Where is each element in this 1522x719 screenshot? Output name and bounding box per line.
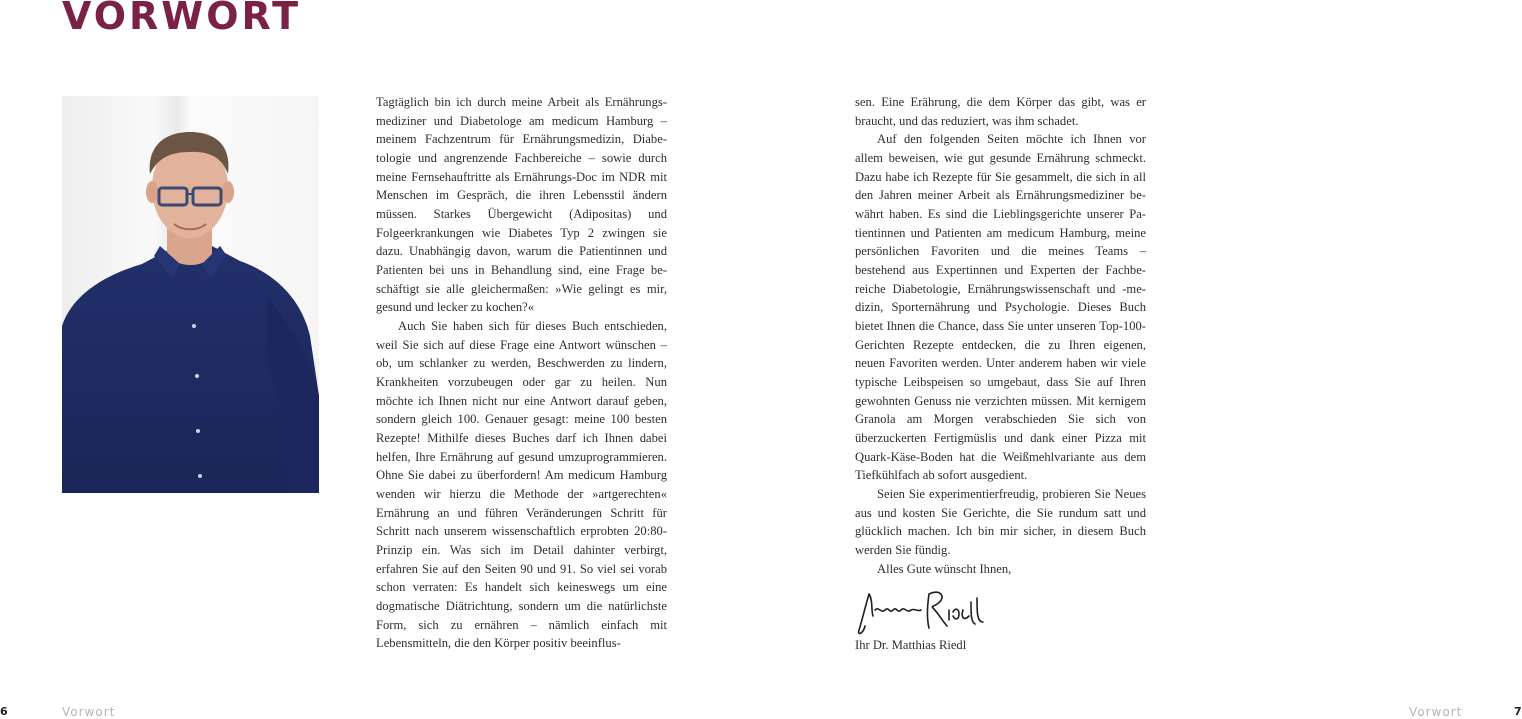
page-title: VORWORT bbox=[62, 0, 301, 38]
text-column-left bbox=[376, 93, 667, 653]
closing-line: Alles Gute wünscht Ihnen, bbox=[877, 561, 1012, 576]
paragraph: Auf den folgenden Seiten möchte ich Ihnen vor allem beweisen, wie gut gesunde Ernährung schmeckt. Dazu habe ich Rezepte für Sie gesammelt, die sich in all den Jahren meiner Arbeit als Ernährungsmediziner bewährt haben. Es sind die Lieblingsgerichte unserer Patientinnen und Patienten am medicum Hamburg, meine persönlichen Favoriten und die meines Teams – bestehend aus Expertinnen und Experten der Fachbereiche Diabetologie, Ernährungswissenschaft und -medizin, Sporternährung und Psychologie. Dieses Buch bietet Ihnen die Chance, dass Sie unter unseren Top-100-Gerichten Rezepte entdecken, die zu Ihren eigenen, neuen Favoriten werden. Unter anderem haben wir viele typische Leibspeisen so umgebaut, dass Sie auf Ihren gewohnten Genuss nie verzichten müssen. Mit kernigem Granola am Morgen verabschieden Sie sich von überzuckerten Fertigmüslis und dank einer Pizza mit Quark-Käse-Boden hat die Weißmehlvariante aus dem Tiefkühlfach ab sofort ausgedient. bbox=[855, 132, 1146, 483]
page-number-left: 6 bbox=[0, 705, 8, 718]
signature-image bbox=[855, 580, 995, 636]
page-number-right: 7 bbox=[1514, 705, 1522, 718]
paragraph: Auch Sie haben sich für dieses Buch entschieden, weil Sie sich auf diese Frage eine Antwort wünschen – ob, um schlanker zu werden, Beschwerden zu lindern, Krankheiten vorzubeugen oder gar zu heilen. Nun möchte ich Ihnen nicht nur eine Antwort darauf geben, sondern gleich 100. Genauer gesagt: meine 100 besten Rezepte! Mithilfe dieses Buches darf ich Ihnen dabei helfen, Ihre Ernährung auf gesund umzuprogrammieren. Ohne Sie dabei zu überfordern! Am medicum Hamburg wenden wir hierzu die Methode der »artgerechten« Ernährung an und führen Veränderungen Schritt für Schritt nach unserem wissenschaftlich erprobten 20:80-Prinzip ein. Was sich im Detail dahinter verbirgt, erfahren Sie auf den Seiten 90 und 91. So viel sei vorab schon verraten: Es handelt sich keineswegs um eine dogmatische Diätrichtung, sondern um die natürlichste Form, sich zu ernähren – nämlich einfach mit Lebensmitteln, die den Körper positiv beeinflus- bbox=[376, 319, 667, 651]
paragraph: Tagtäglich bin ich durch meine Arbeit als Ernährungsmediziner und Diabetologe am medicum Hamburg – meinem Fachzentrum für Ernährungsmedizin, Diabetologie und angrenzende Fachbereiche – sowie durch meine Fernsehauftritte als Ernährungs-Doc im NDR mit Menschen im Gespräch, die ihren Lebensstil ändern müssen. Starkes Übergewicht (Adipositas) und Folgeerkrankungen wie Diabetes Typ 2 zwingen sie dazu. Unabhängig davon, warum die Patientinnen und Patienten bei uns in Behandlung sind, eine Frage beschäftigt sie alle gleichermaßen: »Wie gelingt es mir, gesund und lecker zu kochen?« bbox=[376, 95, 667, 315]
text-column-right bbox=[855, 93, 1146, 655]
paragraph: sen. Eine Erährung, die dem Körper das gibt, was er braucht, und das reduziert, was ihm schadet. bbox=[855, 95, 1146, 128]
author-portrait-photo bbox=[62, 96, 319, 493]
portrait-image bbox=[62, 96, 319, 493]
paragraph: Seien Sie experimentierfreudig, probieren Sie Neues aus und kosten Sie Gerichte, die Sie rundum satt und glücklich machen. Ich bin mir sicher, in diesem Buch werden Sie fündig. bbox=[855, 487, 1146, 558]
running-head-left: Vorwort bbox=[62, 705, 116, 719]
running-head-right: Vorwort bbox=[1409, 705, 1463, 719]
author-sign-name: Ihr Dr. Matthias Riedl bbox=[855, 638, 967, 653]
